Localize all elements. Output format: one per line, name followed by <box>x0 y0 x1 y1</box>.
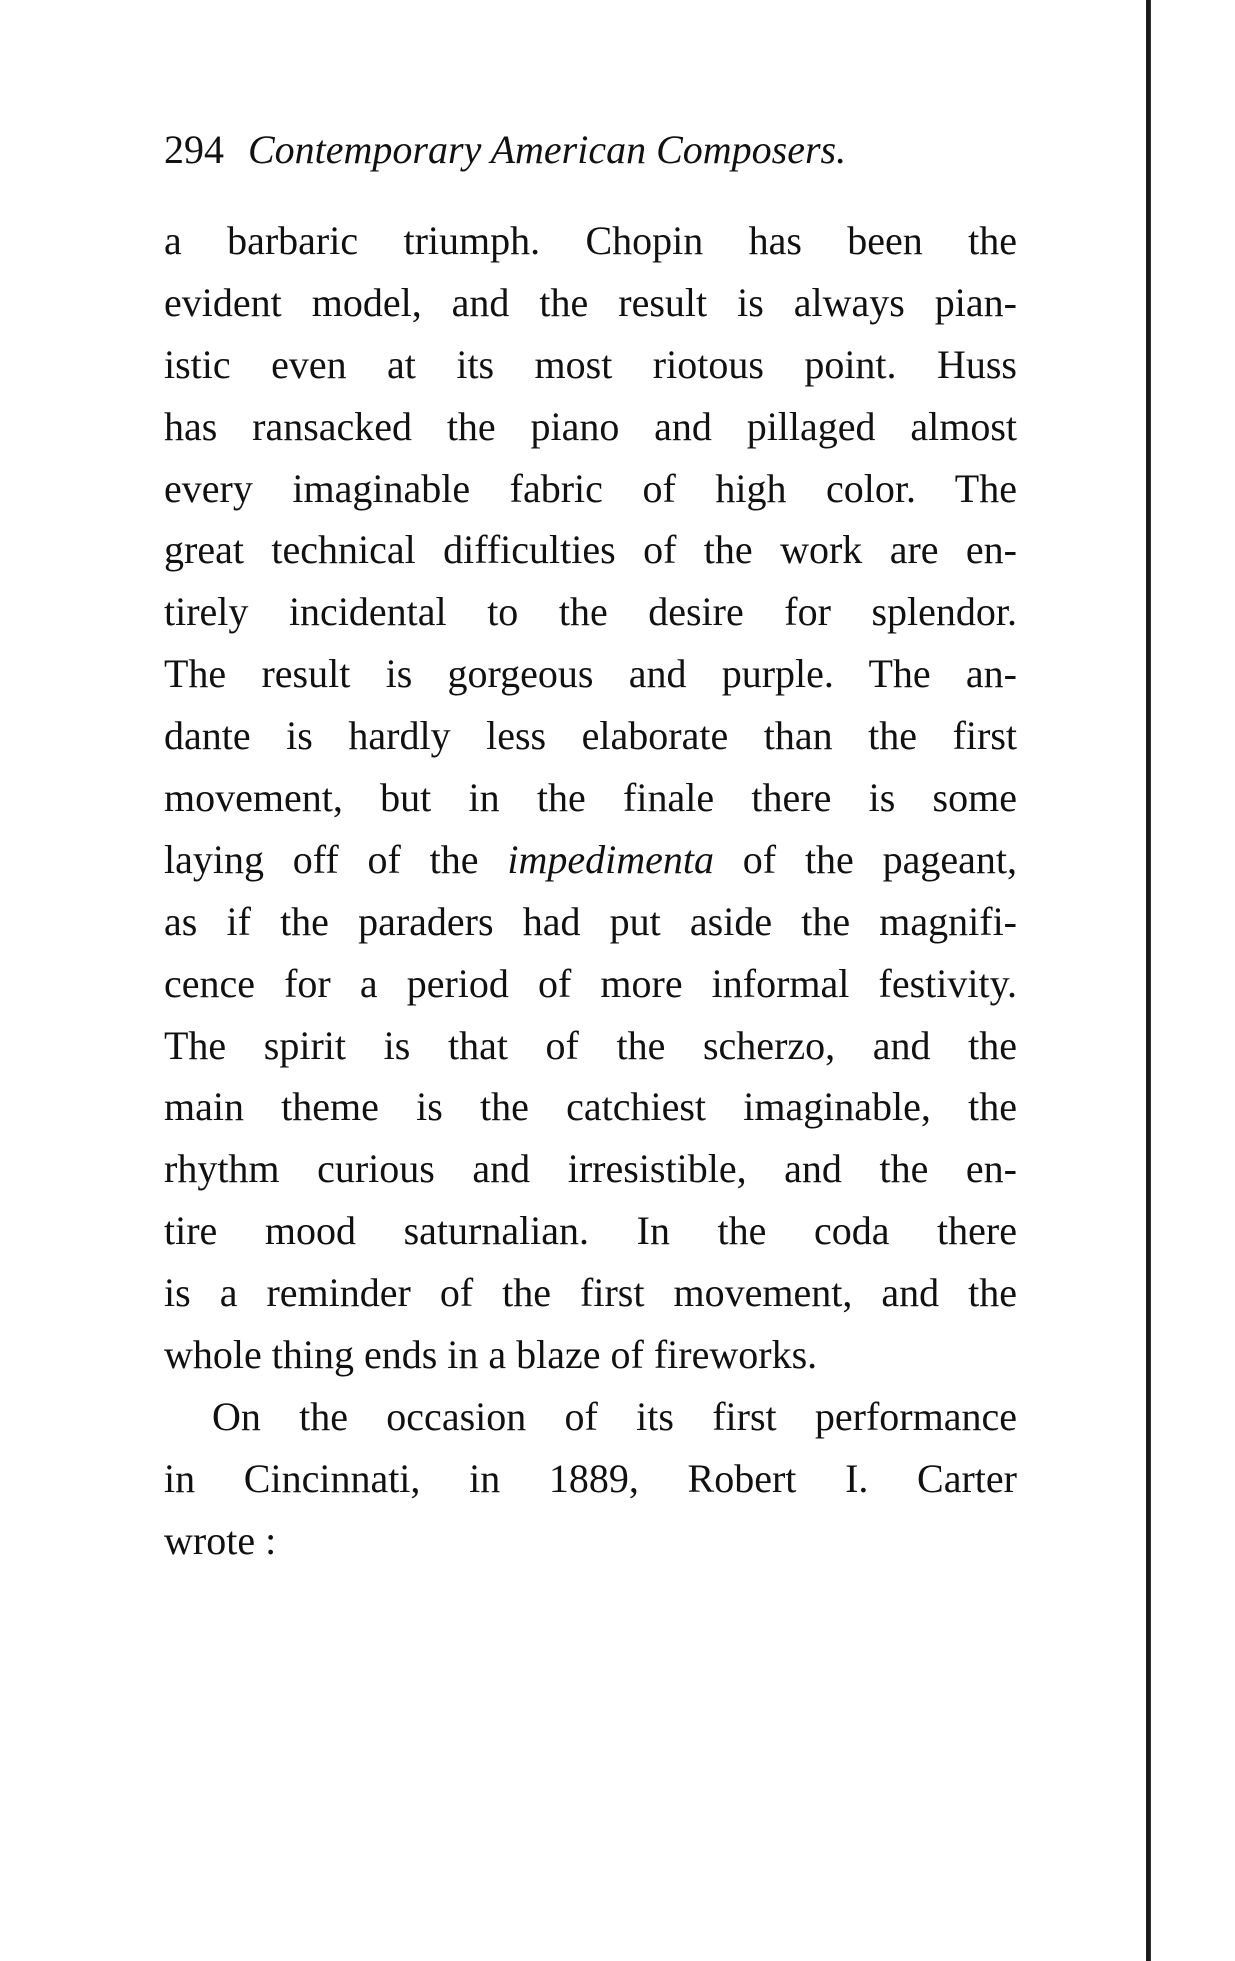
text-line: The result is gorgeous and purple. The an- <box>164 651 1017 697</box>
text-line: evident model, and the result is always pian- <box>164 279 1017 325</box>
italic-term: impedimenta <box>507 836 714 882</box>
text-line: tire mood saturnalian. In the coda there <box>164 1208 1017 1254</box>
text-line: a barbaric triumph. Chopin has been the <box>164 218 1017 263</box>
page-edge-shadow <box>1146 0 1151 1961</box>
text-line: cence for a period of more informal festivity. <box>164 960 1017 1006</box>
text-line: The spirit is that of the scherzo, and the <box>164 1022 1017 1068</box>
text-line: wrote : <box>164 1517 277 1563</box>
text-line-with-italic <box>164 829 1017 891</box>
text-segment: laying off of the <box>164 836 508 882</box>
text-segment: of the pageant, <box>713 836 1017 882</box>
text-line: whole thing ends in a blaze of fireworks. <box>164 1332 818 1378</box>
text-line: is a reminder of the first movement, and the <box>164 1270 1017 1316</box>
text-line: istic even at its most riotous point. Huss <box>164 341 1017 387</box>
text-line: has ransacked the piano and pillaged almost <box>164 403 1017 449</box>
text-line: tirely incidental to the desire for splendor. <box>164 589 1017 635</box>
text-line: On the occasion of its first performance <box>212 1393 1017 1439</box>
text-line: dante is hardly less elaborate than the first <box>164 713 1017 759</box>
text-line: movement, but in the finale there is some <box>164 775 1017 821</box>
running-title: Contemporary American Composers. <box>248 127 847 172</box>
page-number: 294 <box>164 127 224 172</box>
running-header <box>164 120 984 180</box>
text-line: rhythm curious and irresistible, and the en- <box>164 1146 1017 1192</box>
text-line: as if the paraders had put aside the magnifi- <box>164 898 1017 944</box>
body-text <box>164 210 1017 1572</box>
text-line: main theme is the catchiest imaginable, the <box>164 1084 1017 1130</box>
text-line: every imaginable fabric of high color. The <box>164 465 1017 511</box>
text-line: in Cincinnati, in 1889, Robert I. Carter <box>164 1455 1017 1501</box>
text-line: great technical difficulties of the work are en- <box>164 527 1017 573</box>
